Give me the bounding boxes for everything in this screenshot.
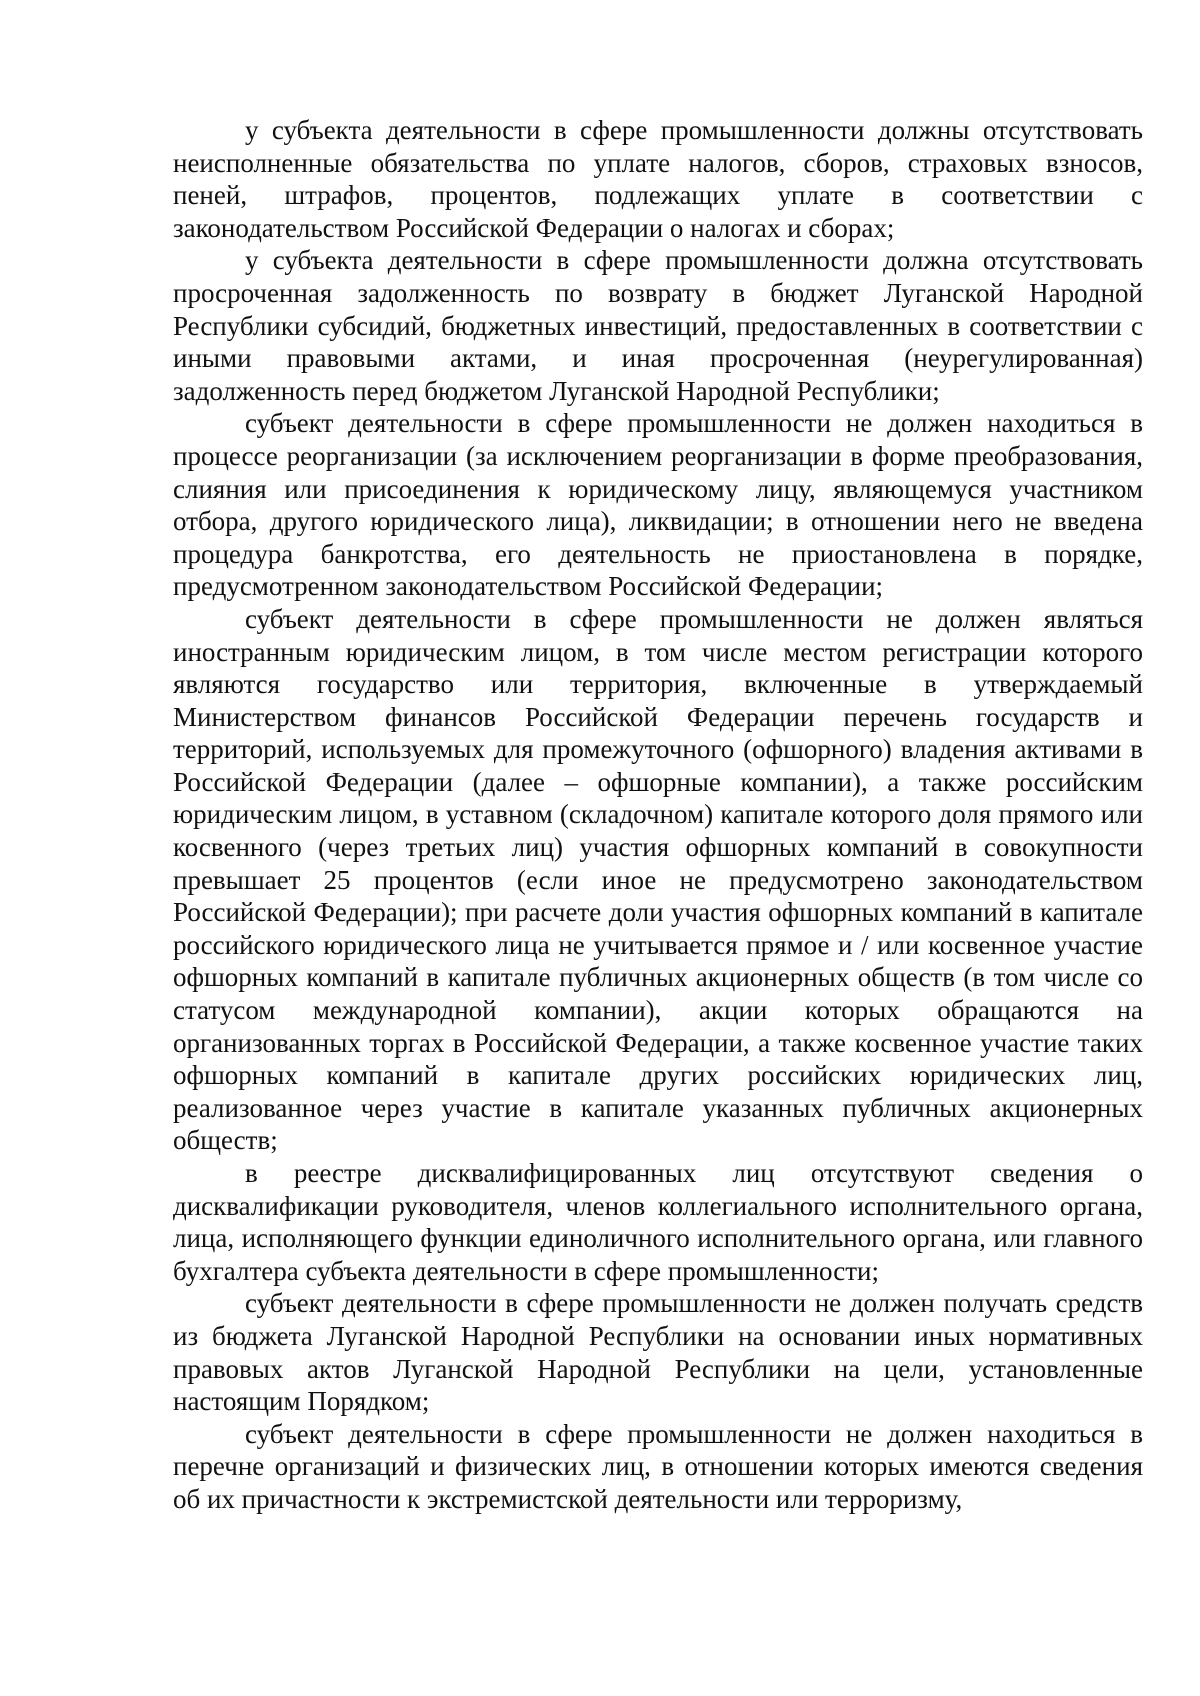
document-body (173, 114, 1143, 1516)
paragraph-other-funding: субъект деятельности в сфере промышленности не должен получать средств из бюджета Луганской Народной Республики на основании иных нормативных правовых актов Луганской Народной Республики на цели, установленные настоящим Порядком; (173, 1288, 1143, 1417)
paragraph-offshore: субъект деятельности в сфере промышленности не должен являться иностранным юридическим лицом, в том числе местом регистрации которого являются государство или территория, включенные в утверждаемый Министерством финансов Российской Федерации перечень государств и территорий, используемых для промежуточного (офшорного) владения активами в Российской Федерации (далее – офшорные компании), а также российским юридическим лицом, в уставном (складочном) капитале которого доля прямого или косвенного (через третьих лиц) участия офшорных компаний в совокупности превышает 25 процентов (если иное не предусмотрено законодательством Российской Федерации); при расчете доли участия офшорных компаний в капитале российского юридического лица не учитывается прямое и / или косвенное участие офшорных компаний в капитале публичных акционерных обществ (в том числе со статусом международной компании), акции которых обращаются на организованных торгах в Российской Федерации, а также косвенное участие таких офшорных компаний в капитале других российских юридических лиц, реализованное через участие в капитале указанных публичных акционерных обществ; (173, 603, 1143, 1156)
paragraph-budget-debt: у субъекта деятельности в сфере промышленности должна отсутствовать просроченная задолженность по возврату в бюджет Луганской Народной Республики субсидий, бюджетных инвестиций, предоставленных в соответствии с иными правовыми актами, и иная просроченная (неурегулированная) задолженность перед бюджетом Луганской Народной Республики; (173, 245, 1143, 406)
paragraph-tax-obligations: у субъекта деятельности в сфере промышленности должны отсутствовать неисполненные обязательства по уплате налогов, сборов, страховых взносов, пеней, штрафов, процентов, подлежащих уплате в соответствии с законодательством Российской Федерации о налогах и сборах; (173, 115, 1143, 243)
paragraph-reorganization: субъект деятельности в сфере промышленности не должен находиться в процессе реорганизации (за исключением реорганизации в форме преобразования, слияния или присоединения к юридическому лицу, являющемуся участником отбора, другого юридического лица), ликвидации; в отношении него не введена процедура банкротства, его деятельность не приостановлена в порядке, предусмотренном законодательством Российской Федерации; (173, 408, 1143, 602)
paragraph-disqualification: в реестре дисквалифицированных лиц отсутствуют сведения о дисквалификации руководителя, членов коллегиального исполнительного органа, лица, исполняющего функции единоличного исполнительного органа, или главного бухгалтера субъекта деятельности в сфере промышленности; (173, 1158, 1143, 1286)
paragraph-extremism-list: субъект деятельности в сфере промышленности не должен находиться в перечне организаций и физических лиц, в отношении которых имеются сведения об их причастности к экстремистской деятельности или терроризму, (173, 1418, 1143, 1514)
